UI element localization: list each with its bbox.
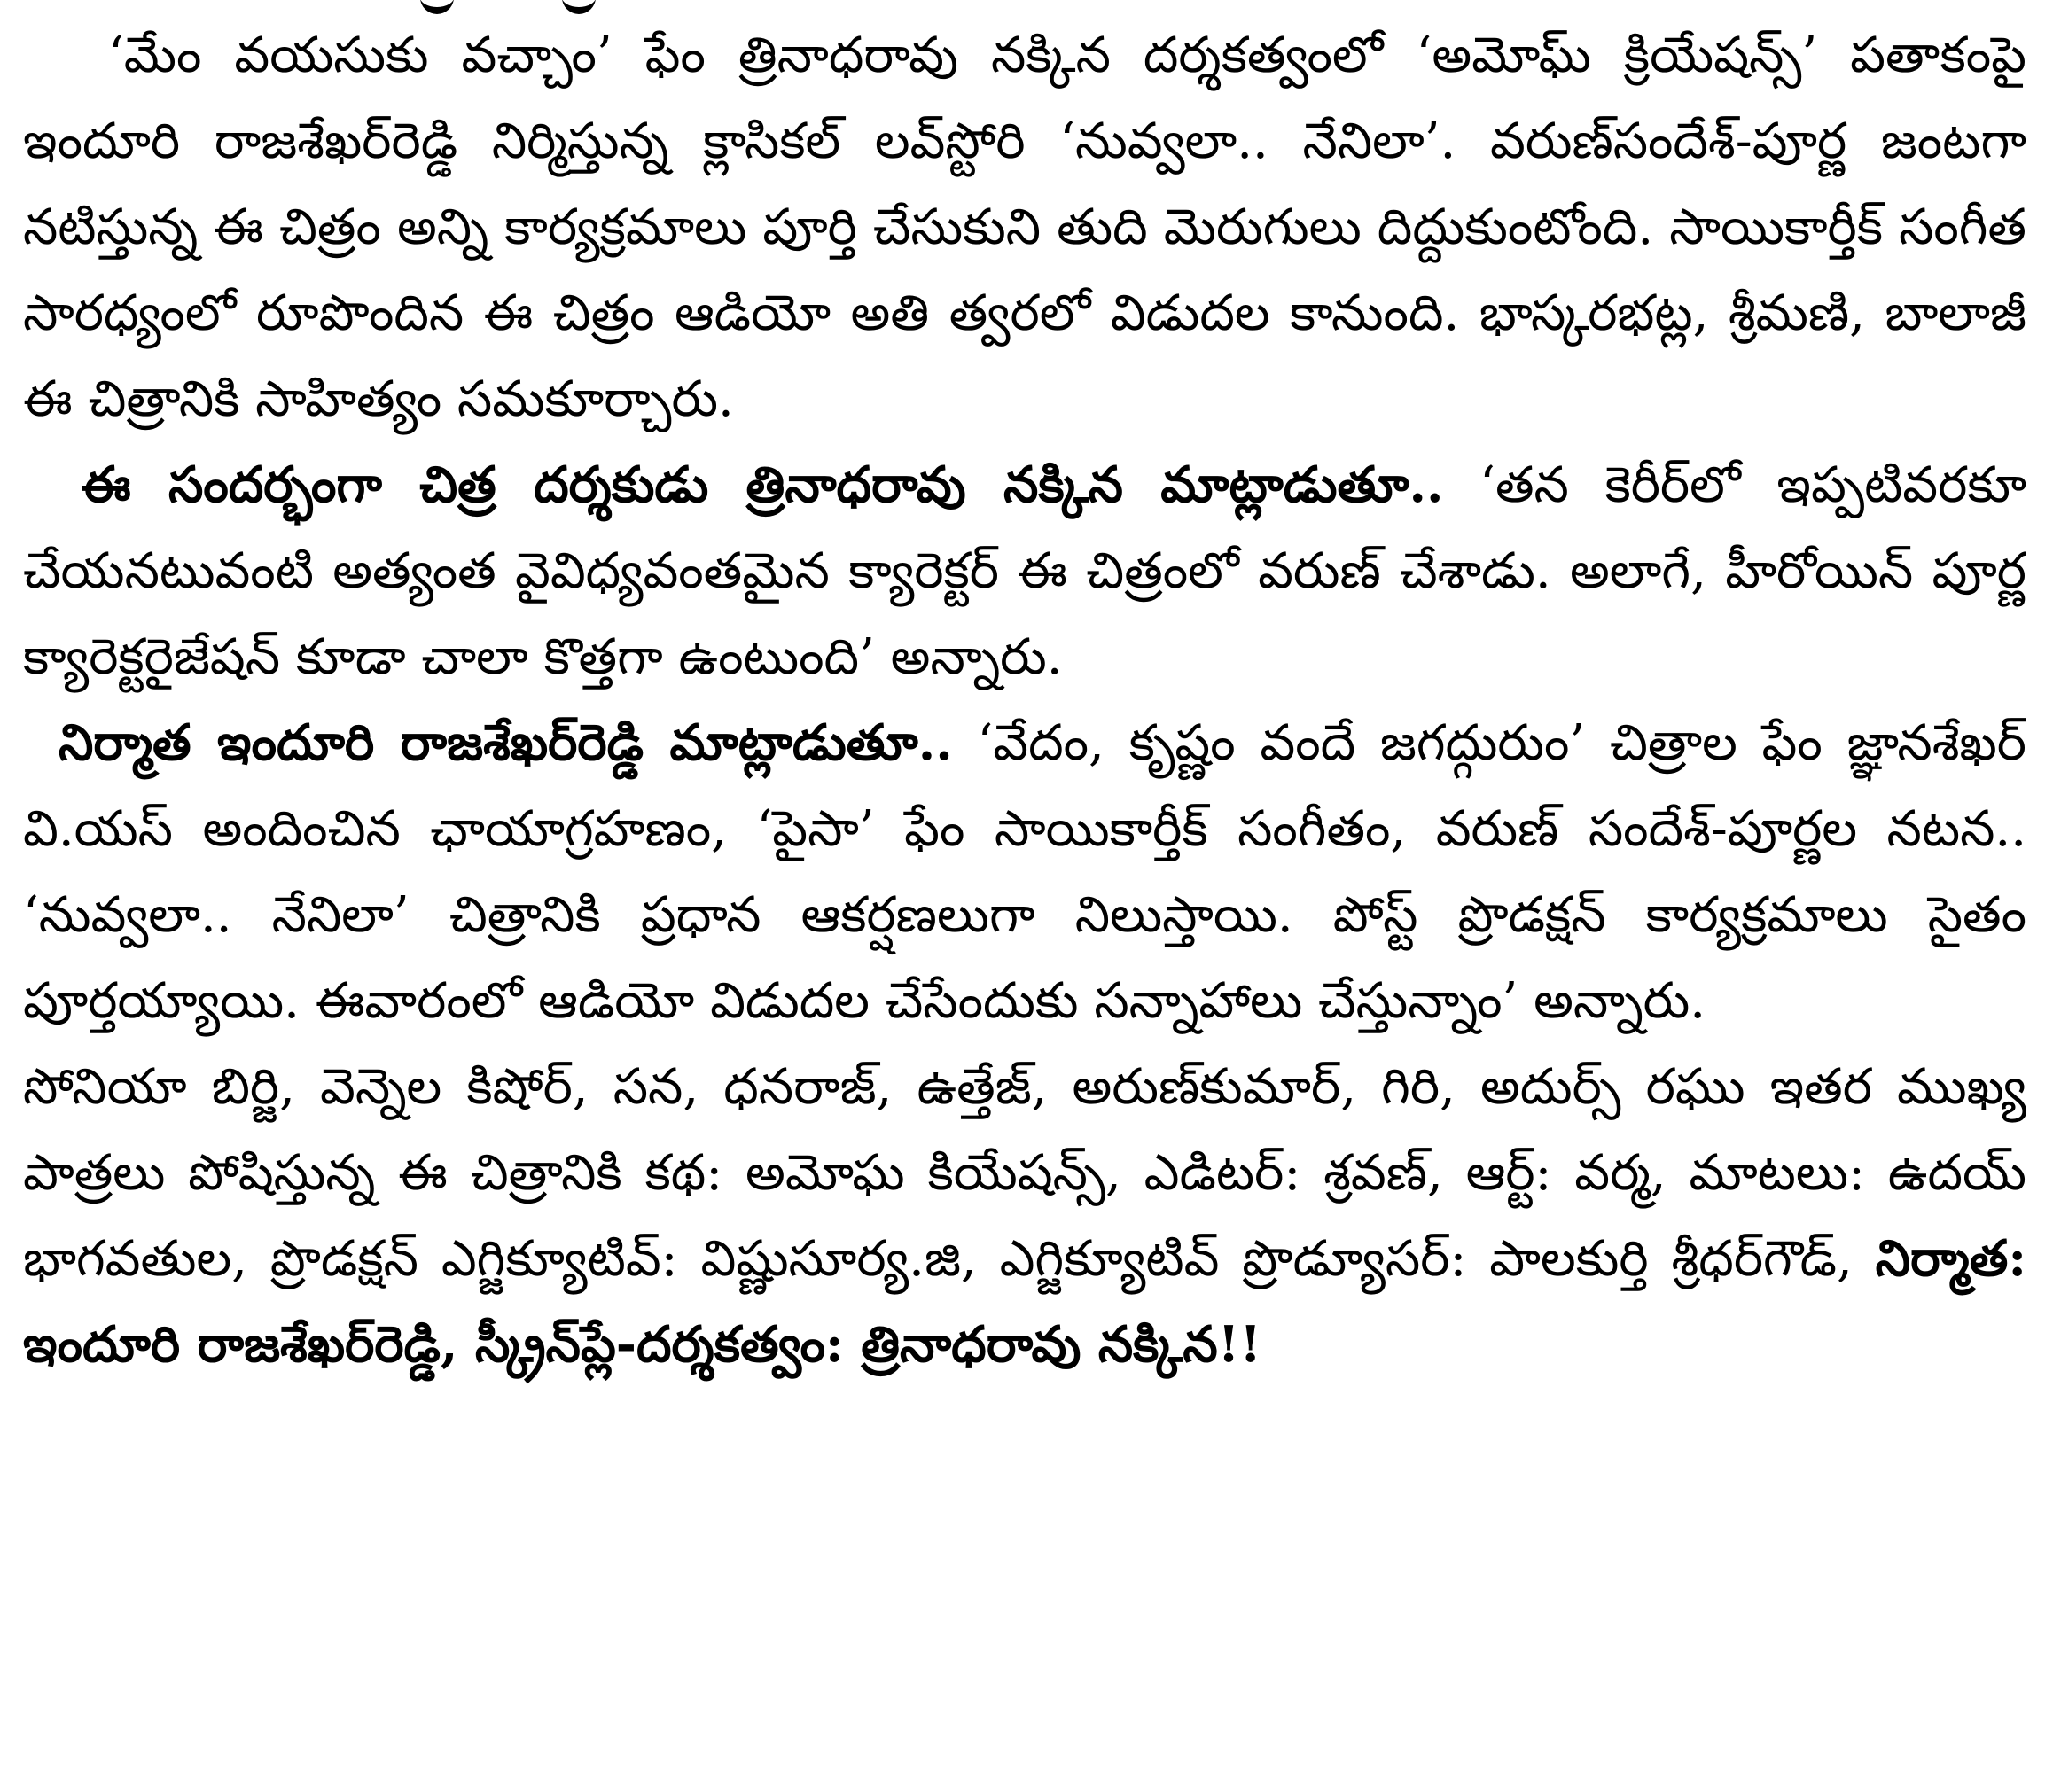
paragraph-director-quote — [23, 442, 2026, 700]
cast-and-crew-list: సోనియా బిర్జి, వెన్నెల కిషోర్, సన, ధనరాజ్, ఉత్తేజ్, అరుణ్‌కుమార్, గిరి, అదుర్స్ రఘు ఇతర ముఖ్య పాత్రలు పోషిస్తున్న ఈ చిత్రానికి కథ: అమోఘ కియేషన్స్, ఎడిటర్: శ్రవణ్, ఆర్ట్: వర్మ, మాటలు: ఉదయ్ భాగవతుల, ప్రొడక్షన్ ఎగ్జిక్యూటివ్: విష్ణుసూర్య.జి, ఎగ్జిక్యూటివ్ ప్రొడ్యూసర్: పాలకుర్తి శ్రీధర్‌గౌడ్, — [23, 1058, 2026, 1288]
paragraph-cast-credits — [23, 1044, 2026, 1388]
director-lead-in: ఈ సందర్భంగా చిత్ర దర్శకుడు త్రినాధరావు నక్కిన మాట్లాడుతూ.. — [82, 456, 1444, 514]
producer-lead-in: నిర్మాత ఇందూరి రాజశేఖర్‌రెడ్డి మాట్లాడుతూ.. — [59, 713, 953, 772]
producer-director-credit: నిర్మాత: ఇందూరి రాజశేఖర్‌రెడ్డి, స్క్రీన్‌ప్లే-దర్శకత్వం: త్రినాధరావు నక్కిన!! — [23, 1229, 2026, 1374]
paragraph-producer-quote — [23, 700, 2026, 1044]
text-segment: ‘వేదం, కృష్ణం వందే జగద్గురుం’ చిత్రాల ఫేం జ్ఞానశేఖర్ వి.యస్ అందించిన ఛాయాగ్రహణం, ‘పైసా’ ఫేం సాయికార్తీక్ సంగీతం, వరుణ్ సందేశ్-పూర్ణల నటన.. ‘నువ్వలా.. నేనిలా’ చిత్రానికి ప్రధాన ఆకర్షణలుగా నిలుస్తాయి. పోస్ట్ ప్రొడక్షన్ కార్యక్రమాలు సైతం పూర్తయ్యాయి. ఈవారంలో ఆడియో విడుదల చేసేందుకు సన్నాహాలు చేస్తున్నాం’ అన్నారు. — [23, 714, 2026, 1030]
text-segment: ‘తన కెరీర్‌లో ఇప్పటివరకూ చేయనటువంటి అత్యంత వైవిధ్యవంతమైన క్యారెక్టర్ ఈ చిత్రంలో వరుణ్ చేశాడు. అలాగే, హీరోయిన్ పూర్ణ క్యారెక్టరైజేషన్ కూడా చాలా కొత్తగా ఉంటుంది’ అన్నారు. — [23, 456, 2026, 686]
paragraph-film-intro — [23, 12, 2026, 442]
cropped-previous-line — [0, 0, 2053, 12]
text-segment: ‘మేం వయసుకు వచ్చాం’ ఫేం త్రినాధరావు నక్కిన దర్శకత్వంలో ‘అమోఘ్ క్రియేషన్స్’ పతాకంపై ఇందూరి రాజశేఖర్‌రెడ్డి నిర్మిస్తున్న క్లాసికల్ లవ్‌స్టోరి ‘నువ్వలా.. నేనిలా’. వరుణ్‌సందేశ్-పూర్ణ జంటగా నటిస్తున్న ఈ చిత్రం అన్ని కార్యక్రమాలు పూర్తి చేసుకుని తుది మెరుగులు దిద్దుకుంటోంది. సాయికార్తీక్ సంగీత సారధ్యంలో రూపొందిన ఈ చిత్రం ఆడియో అతి త్వరలో విడుదల కానుంది. భాస్కరభట్ల, శ్రీమణి, బాలాజీ ఈ చిత్రానికి సాహిత్యం సమకూర్చారు. — [23, 27, 2026, 428]
